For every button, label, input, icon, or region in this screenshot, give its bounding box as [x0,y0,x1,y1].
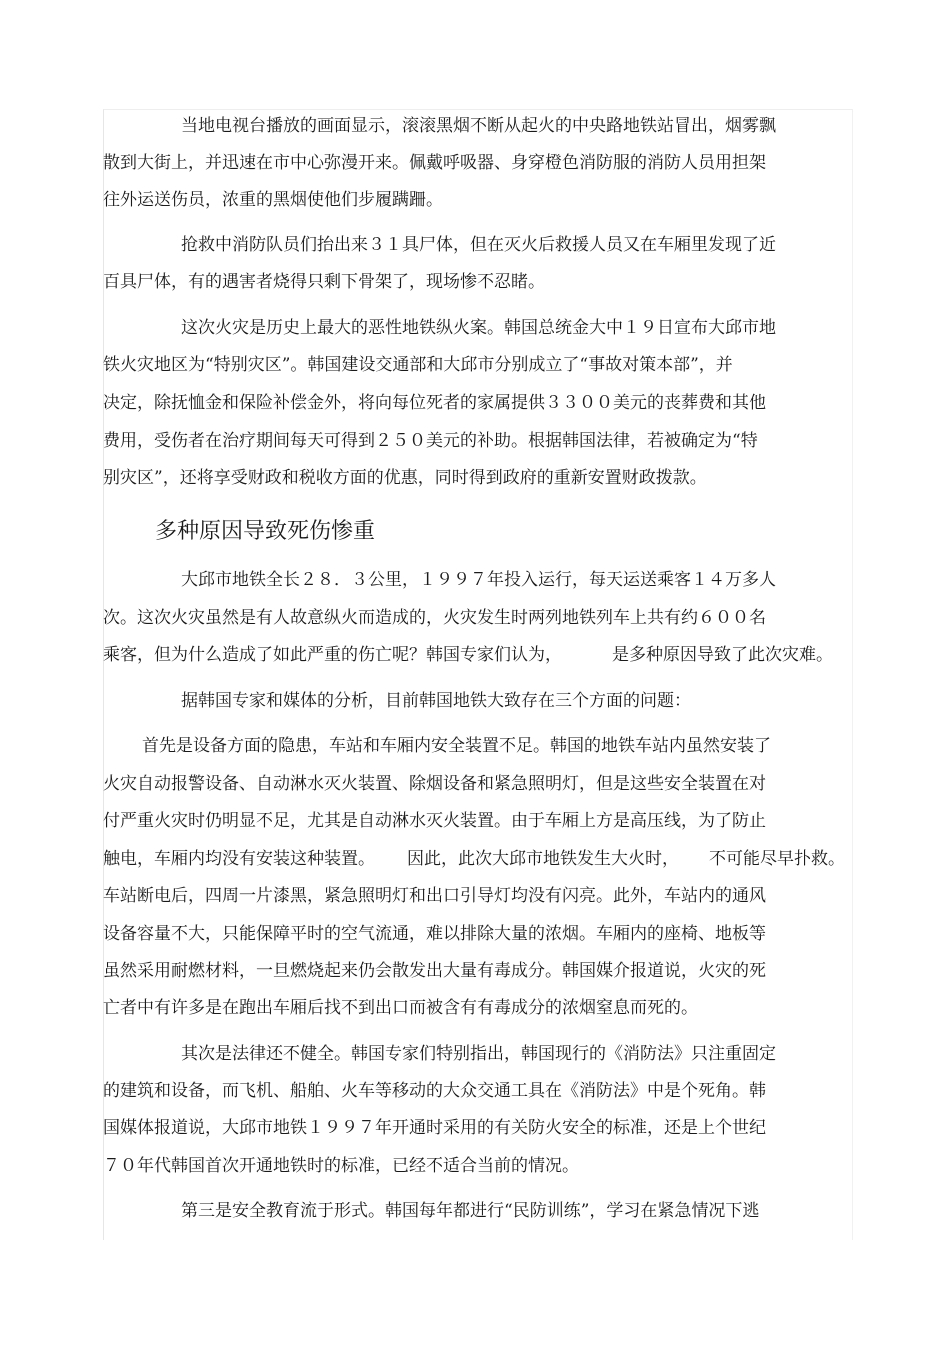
paragraph-6-line-5: 车站断电后，四周一片漆黑，紧急照明灯和出口引导灯均没有闪亮。此外，车站内的通风 [103,886,766,906]
paragraph-4-line-1: 大邱市地铁全长２８．３公里，１９９７年投入运行，每天运送乘客１４万多人 [181,570,776,590]
paragraph-6-line-4b: 因此，此次大邱市地铁发生大火时， [407,849,679,869]
paragraph-7-line-3: 国媒体报道说，大邱市地铁１９９７年开通时采用的有关防火安全的标准，还是上个世纪 [103,1118,766,1138]
paragraph-6-line-1: 首先是设备方面的隐患，车站和车厢内安全装置不足。韩国的地铁车站内虽然安装了 [142,736,771,756]
paragraph-4-line-3b: 是多种原因导致了此次灾难。 [612,645,833,665]
paragraph-1-line-3: 往外运送伤员，浓重的黑烟使他们步履蹒跚。 [103,190,443,210]
paragraph-6-line-2: 火灾自动报警设备、自动淋水灭火装置、除烟设备和紧急照明灯，但是这些安全装置在对 [103,774,766,794]
paragraph-1-line-2: 散到大街上，并迅速在市中心弥漫开来。佩戴呼吸器、身穿橙色消防服的消防人员用担架 [103,153,766,173]
paragraph-3-line-5: 别灾区”，还将享受财政和税收方面的优惠，同时得到政府的重新安置财政拨款。 [103,468,707,488]
paragraph-2-line-2: 百具尸体，有的遇害者烧得只剩下骨架了，现场惨不忍睹。 [103,272,545,292]
paragraph-3-line-1: 这次火灾是历史上最大的恶性地铁纵火案。韩国总统金大中１９日宣布大邱市地 [181,318,776,338]
paragraph-4-line-3a: 乘客，但为什么造成了如此严重的伤亡呢？韩国专家们认为， [103,645,562,665]
paragraph-6-line-4c: 不可能尽早扑救。 [709,849,845,869]
section-heading: 多种原因导致死伤惨重 [155,519,376,544]
paragraph-3-line-4: 费用，受伤者在治疗期间每天可得到２５０美元的补助。根据韩国法律，若被确定为“特 [103,431,758,451]
paragraph-7-line-4: ７０年代韩国首次开通地铁时的标准，已经不适合当前的情况。 [103,1156,579,1176]
paragraph-3-line-3: 决定，除抚恤金和保险补偿金外，将向每位死者的家属提供３３００美元的丧葬费和其他 [103,393,766,413]
paragraph-6-line-3: 付严重火灾时仍明显不足，尤其是自动淋水灭火装置。由于车厢上方是高压线，为了防止 [103,811,766,831]
paragraph-4-line-2: 次。这次火灾虽然是有人故意纵火而造成的，火灾发生时两列地铁列车上共有约６００名 [103,608,766,628]
paragraph-6-line-4a: 触电，车厢内均没有安装这种装置。 [103,849,375,869]
paragraph-7-line-2: 的建筑和设备，而飞机、船舶、火车等移动的大众交通工具在《消防法》中是个死角。韩 [103,1081,766,1101]
paragraph-6-line-7: 虽然采用耐燃材料，一旦燃烧起来仍会散发出大量有毒成分。韩国媒介报道说，火灾的死 [103,961,766,981]
paragraph-6-line-8: 亡者中有许多是在跑出车厢后找不到出口而被含有有毒成分的浓烟窒息而死的。 [103,998,698,1018]
paragraph-8-line-1: 第三是安全教育流于形式。韩国每年都进行“民防训练”，学习在紧急情况下逃 [181,1201,760,1221]
paragraph-6-line-6: 设备容量不大，只能保障平时的空气流通，难以排除大量的浓烟。车厢内的座椅、地板等 [103,924,766,944]
paragraph-3-line-2: 铁火灾地区为“特别灾区”。韩国建设交通部和大邱市分别成立了“事故对策本部”，并 [103,355,733,375]
paragraph-1-line-1: 当地电视台播放的画面显示，滚滚黑烟不断从起火的中央路地铁站冒出，烟雾飘 [181,116,776,136]
paragraph-5-line-1: 据韩国专家和媒体的分析，目前韩国地铁大致存在三个方面的问题： [181,691,691,711]
paragraph-2-line-1: 抢救中消防队员们抬出来３１具尸体，但在灭火后救援人员又在车厢里发现了近 [181,235,776,255]
paragraph-7-line-1: 其次是法律还不健全。韩国专家们特别指出，韩国现行的《消防法》只注重固定 [181,1044,776,1064]
